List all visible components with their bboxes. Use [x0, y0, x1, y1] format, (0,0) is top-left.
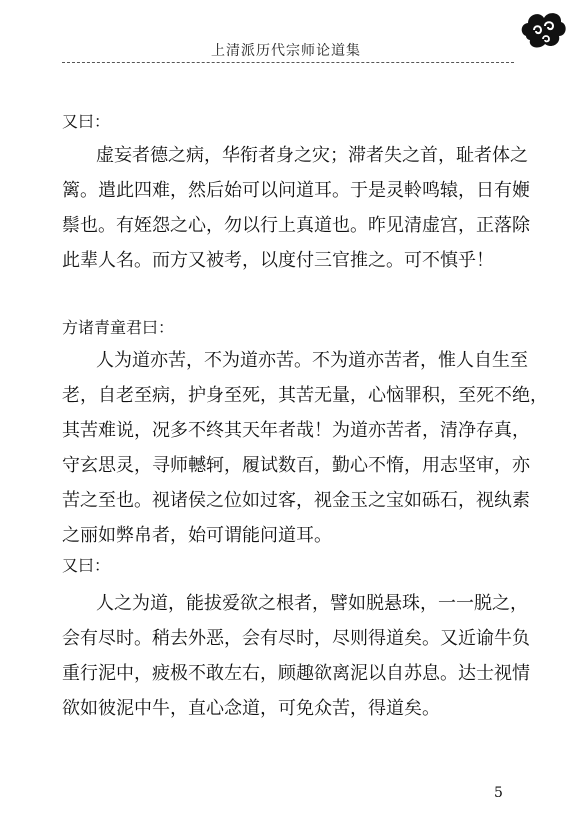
section-label: 又曰：: [62, 556, 111, 575]
cloud-ornament-icon: [518, 6, 568, 56]
text-line: 其苦难说，况多不终其天年者哉！为道亦苦者，清净存真，: [62, 420, 530, 441]
page-number: 5: [494, 785, 503, 801]
text-line: 会有尽时。稍去外恶，会有尽时，尽则得道矣。又近谕牛负: [62, 628, 530, 649]
running-header-title: 上清派历代宗师论道集: [211, 43, 361, 59]
text-line: 虚妄者德之病，华衔者身之灾；滞者失之首，耻者体之: [96, 145, 528, 166]
text-line: 人之为道，能拔爱欲之根者，譬如脱悬珠，一一脱之，: [96, 593, 528, 614]
text-line: 欲如彼泥中牛，直心念道，可免众苦，得道矣。: [62, 698, 440, 719]
text-line: 重行泥中，疲极不敢左右，顾趣欲离泥以自苏息。达士视情: [62, 663, 530, 684]
text-line: 苦之至也。视诸侯之位如过客，视金玉之宝如砾石，视纨素: [62, 490, 530, 511]
header-divider: [62, 62, 514, 63]
text-line: 守玄思灵，寻师轗轲，履试数百，勤心不惰，用志坚审，亦: [62, 455, 530, 476]
text-line: 篱。遣此四难，然后始可以问道耳。于是灵軨鸣辕，日有㛹: [62, 180, 530, 201]
text-line: 人为道亦苦，不为道亦苦。不为道亦苦者，惟人自生至: [96, 350, 528, 371]
text-line: 鬃也。有姪怨之心，勿以行上真道也。昨见清虚宫，正落除: [62, 215, 530, 236]
section-label: 方诸青童君曰：: [62, 318, 175, 337]
section-label: 又曰：: [62, 112, 111, 131]
text-line: 此辈人名。而方又被考，以度付三官推之。可不慎乎！: [62, 250, 494, 271]
text-line: 之丽如弊帛者，始可谓能问道耳。: [62, 525, 332, 546]
text-line: 老，自老至病，护身至死，其苦无量，心恼罪积，至死不绝，: [62, 385, 548, 406]
